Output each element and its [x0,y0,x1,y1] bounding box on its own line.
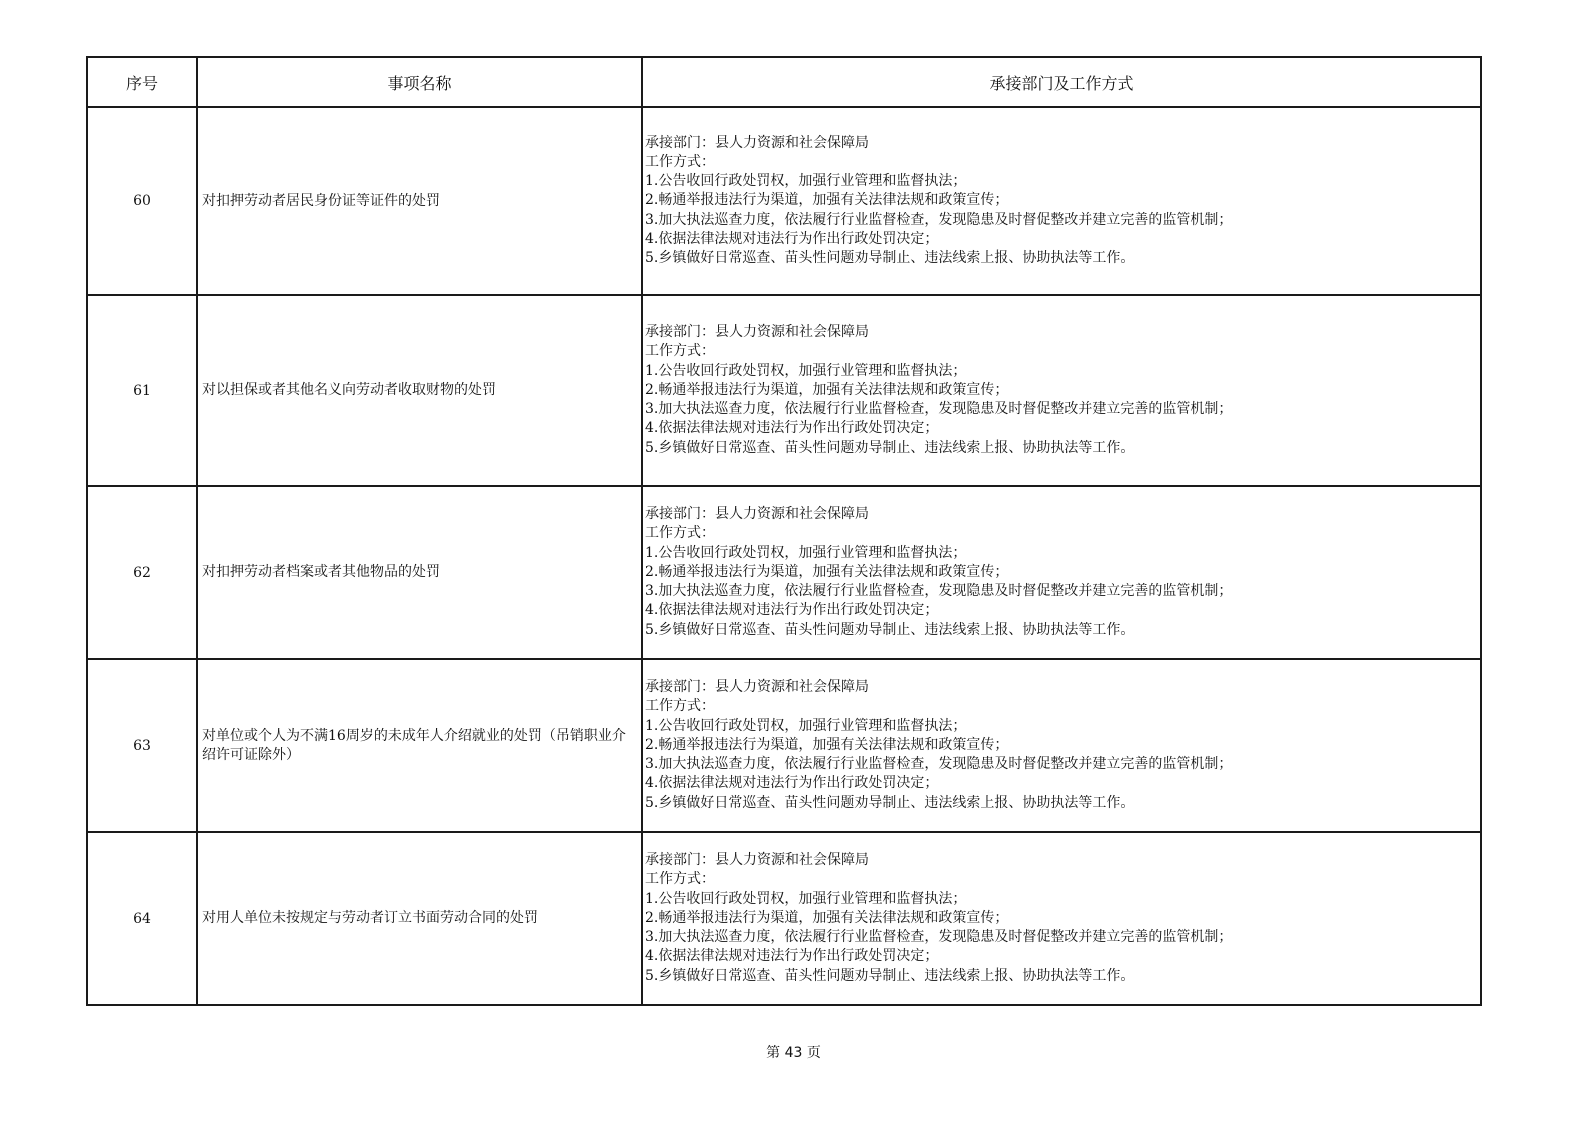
table-row [87,659,1481,832]
method-step-line: 3.加大执法巡查力度，依法履行行业监督检查，发现隐患及时督促整改并建立完善的监管机制； [645,929,1233,946]
method-step-line: 4.依据法律法规对违法行为作出行政处罚决定； [645,602,939,619]
item-name-cell: 对以担保或者其他名义向劳动者收取财物的处罚 [197,295,642,486]
department-method-cell [642,659,1481,832]
method-step-line: 3.加大执法巡查力度，依法履行行业监督检查，发现隐患及时督促整改并建立完善的监管机制； [645,211,1233,228]
method-heading-line: 工作方式： [645,698,715,715]
method-step-line: 4.依据法律法规对违法行为作出行政处罚决定； [645,948,939,965]
method-step-line: 5.乡镇做好日常巡查、苗头性问题劝导制止、违法线索上报、协助执法等工作。 [645,621,1135,638]
department-method-cell [642,486,1481,659]
serial-number-cell: 62 [87,486,197,659]
method-step-line: 3.加大执法巡查力度，依法履行行业监督检查，发现隐患及时督促整改并建立完善的监管机制； [645,401,1233,418]
table-header-row [87,57,1481,107]
method-heading-line: 工作方式： [645,525,715,542]
method-step-line: 5.乡镇做好日常巡查、苗头性问题劝导制止、违法线索上报、协助执法等工作。 [645,439,1135,456]
method-step-line: 5.乡镇做好日常巡查、苗头性问题劝导制止、违法线索上报、协助执法等工作。 [645,967,1135,984]
method-step-line: 4.依据法律法规对违法行为作出行政处罚决定； [645,230,939,247]
item-name-cell: 对单位或个人为不满16周岁的未成年人介绍就业的处罚（吊销职业介绍许可证除外） [197,659,642,832]
method-step-line: 2.畅通举报违法行为渠道，加强有关法律法规和政策宣传； [645,192,1009,209]
method-step-line: 2.畅通举报违法行为渠道，加强有关法律法规和政策宣传； [645,736,1009,753]
department-line: 承接部门：县人力资源和社会保障局 [645,852,869,869]
table-row [87,107,1481,295]
department-line: 承接部门：县人力资源和社会保障局 [645,134,869,151]
method-step-line: 1.公告收回行政处罚权，加强行业管理和监督执法； [645,544,967,561]
header-department-and-method: 承接部门及工作方式 [642,57,1481,107]
method-step-line: 3.加大执法巡查力度，依法履行行业监督检查，发现隐患及时督促整改并建立完善的监管机制； [645,583,1233,600]
serial-number-cell: 60 [87,107,197,295]
item-name-cell: 对用人单位未按规定与劳动者订立书面劳动合同的处罚 [197,832,642,1005]
method-heading-line: 工作方式： [645,153,715,170]
method-step-line: 4.依据法律法规对违法行为作出行政处罚决定； [645,420,939,437]
serial-number-cell: 61 [87,295,197,486]
method-step-line: 2.畅通举报违法行为渠道，加强有关法律法规和政策宣传； [645,909,1009,926]
item-name-cell: 对扣押劳动者档案或者其他物品的处罚 [197,486,642,659]
method-step-line: 1.公告收回行政处罚权，加强行业管理和监督执法； [645,173,967,190]
table-row [87,295,1481,486]
items-table [86,56,1482,1006]
header-serial-number: 序号 [87,57,197,107]
table-row [87,832,1481,1005]
method-step-line: 4.依据法律法规对违法行为作出行政处罚决定； [645,775,939,792]
serial-number-cell: 63 [87,659,197,832]
department-line: 承接部门：县人力资源和社会保障局 [645,679,869,696]
table-row [87,486,1481,659]
method-step-line: 1.公告收回行政处罚权，加强行业管理和监督执法； [645,890,967,907]
department-method-cell [642,832,1481,1005]
method-step-line: 2.畅通举报违法行为渠道，加强有关法律法规和政策宣传； [645,563,1009,580]
department-method-cell [642,295,1481,486]
method-step-line: 3.加大执法巡查力度，依法履行行业监督检查，发现隐患及时督促整改并建立完善的监管机制； [645,756,1233,773]
method-step-line: 5.乡镇做好日常巡查、苗头性问题劝导制止、违法线索上报、协助执法等工作。 [645,794,1135,811]
serial-number-cell: 64 [87,832,197,1005]
item-name-cell: 对扣押劳动者居民身份证等证件的处罚 [197,107,642,295]
header-item-name: 事项名称 [197,57,642,107]
method-step-line: 1.公告收回行政处罚权，加强行业管理和监督执法； [645,717,967,734]
method-step-line: 1.公告收回行政处罚权，加强行业管理和监督执法； [645,362,967,379]
method-heading-line: 工作方式： [645,871,715,888]
method-heading-line: 工作方式： [645,343,715,360]
department-line: 承接部门：县人力资源和社会保障局 [645,324,869,341]
department-line: 承接部门：县人力资源和社会保障局 [645,506,869,523]
page-number: 第 43 页 [766,1045,821,1061]
department-method-cell [642,107,1481,295]
method-step-line: 5.乡镇做好日常巡查、苗头性问题劝导制止、违法线索上报、协助执法等工作。 [645,250,1135,266]
method-step-line: 2.畅通举报违法行为渠道，加强有关法律法规和政策宣传； [645,381,1009,398]
